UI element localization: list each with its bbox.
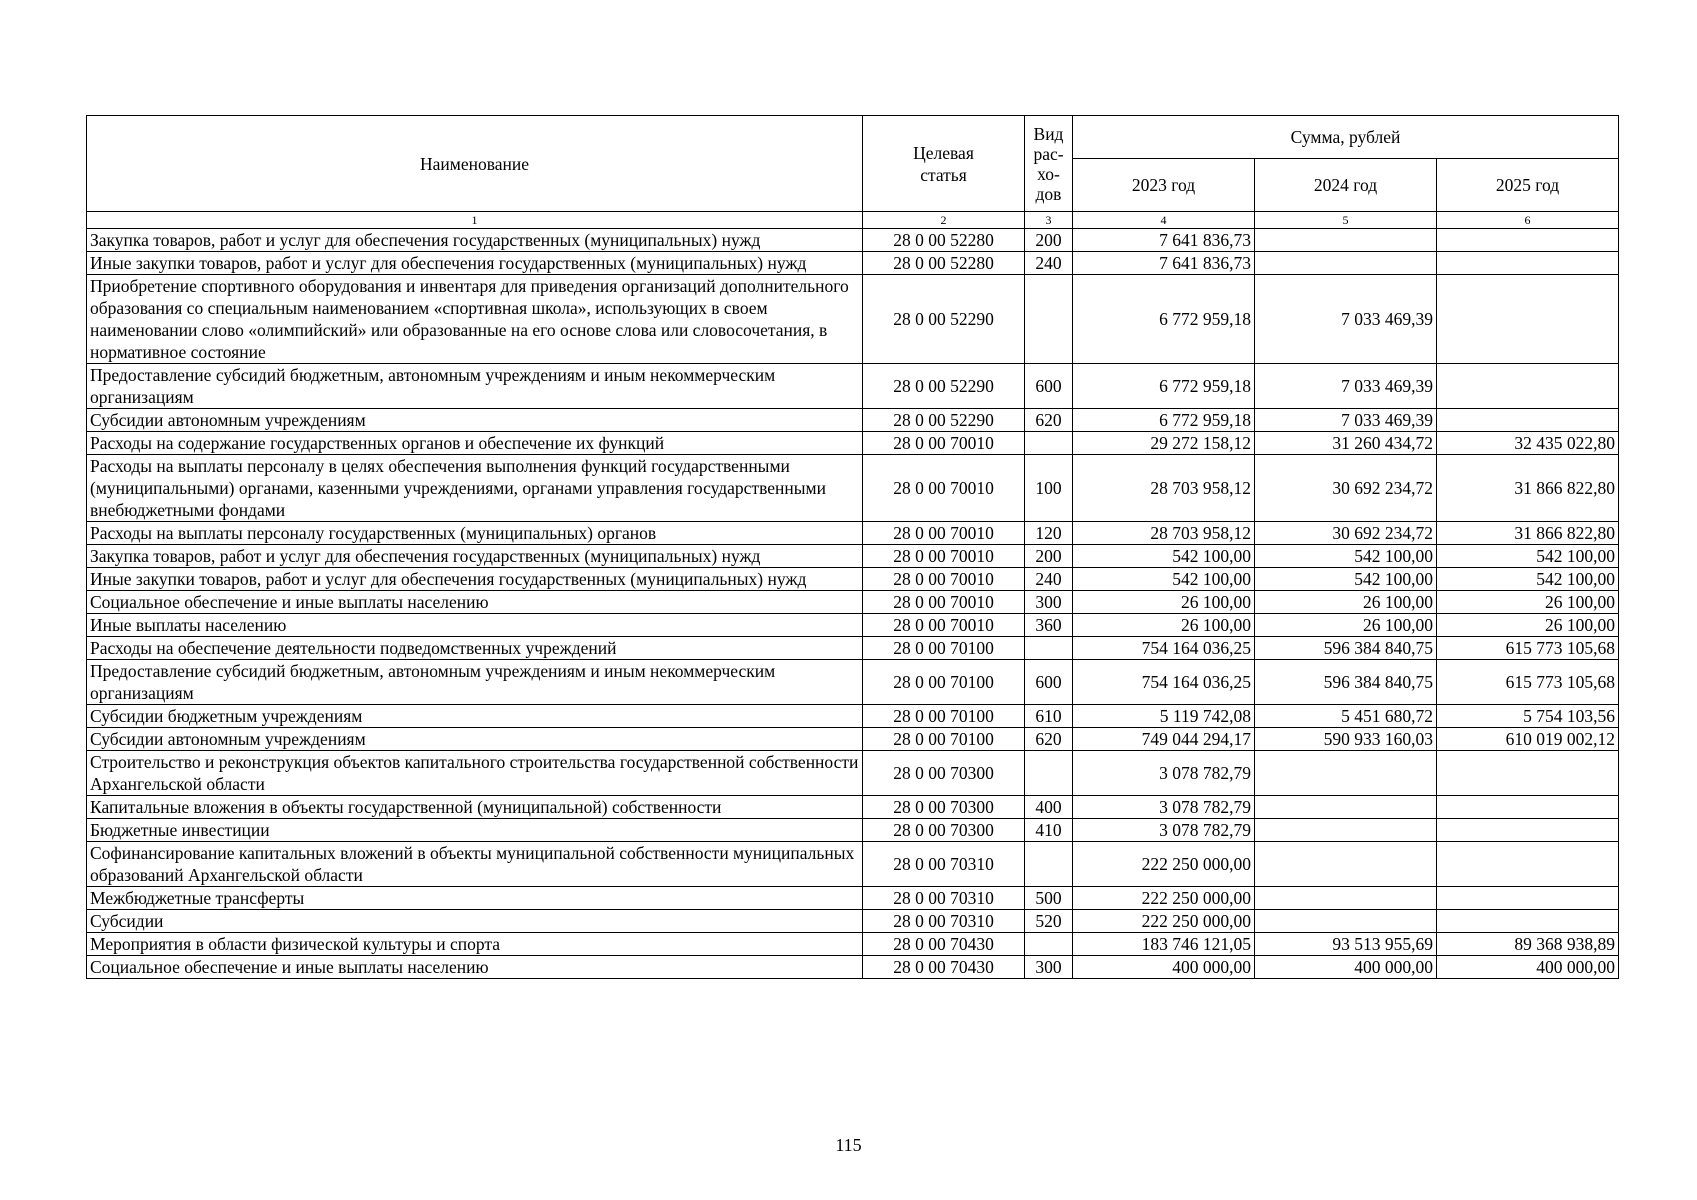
row-amount-2024 <box>1255 910 1437 933</box>
row-target-article: 28 0 00 70430 <box>863 956 1025 979</box>
row-amount-2025 <box>1437 796 1619 819</box>
row-expense-type: 620 <box>1025 409 1073 432</box>
row-amount-2023: 6 772 959,18 <box>1073 364 1255 409</box>
row-expense-type <box>1025 432 1073 455</box>
row-target-article: 28 0 00 70300 <box>863 819 1025 842</box>
row-amount-2024: 542 100,00 <box>1255 545 1437 568</box>
row-amount-2024: 5 451 680,72 <box>1255 705 1437 728</box>
row-amount-2025: 615 773 105,68 <box>1437 637 1619 660</box>
table-row <box>87 591 1619 614</box>
header-year-2023: 2023 год <box>1073 159 1255 212</box>
row-amount-2025 <box>1437 751 1619 796</box>
table-row <box>87 432 1619 455</box>
row-target-article: 28 0 00 52280 <box>863 229 1025 252</box>
row-target-article: 28 0 00 70310 <box>863 842 1025 887</box>
row-target-article: 28 0 00 70310 <box>863 887 1025 910</box>
row-target-article: 28 0 00 70010 <box>863 545 1025 568</box>
row-amount-2025 <box>1437 842 1619 887</box>
row-amount-2024 <box>1255 252 1437 275</box>
table-row <box>87 728 1619 751</box>
row-amount-2024 <box>1255 819 1437 842</box>
row-expense-type <box>1025 275 1073 364</box>
column-number: 3 <box>1025 212 1073 229</box>
row-target-article: 28 0 00 70010 <box>863 591 1025 614</box>
table-row <box>87 705 1619 728</box>
row-amount-2024: 596 384 840,75 <box>1255 637 1437 660</box>
row-target-article: 28 0 00 70010 <box>863 432 1025 455</box>
row-name: Иные выплаты населению <box>87 614 863 637</box>
row-expense-type <box>1025 933 1073 956</box>
table-row <box>87 933 1619 956</box>
budget-table-container <box>86 115 1618 979</box>
table-row <box>87 568 1619 591</box>
row-amount-2024 <box>1255 796 1437 819</box>
row-name: Предоставление субсидий бюджетным, автономным учреждениям и иным некоммерческим организациям <box>87 660 863 705</box>
row-amount-2025: 542 100,00 <box>1437 545 1619 568</box>
row-name: Закупка товаров, работ и услуг для обеспечения государственных (муниципальных) нужд <box>87 545 863 568</box>
row-expense-type <box>1025 637 1073 660</box>
table-row <box>87 229 1619 252</box>
row-amount-2023: 5 119 742,08 <box>1073 705 1255 728</box>
header-name: Наименование <box>87 116 863 212</box>
row-amount-2023: 754 164 036,25 <box>1073 660 1255 705</box>
table-row <box>87 637 1619 660</box>
header-vid-line2: рас- <box>1033 143 1064 164</box>
row-expense-type: 620 <box>1025 728 1073 751</box>
row-name: Расходы на выплаты персоналу в целях обеспечения выполнения функций государственными (муниципальными) органами, казенными учреждениями, органами управления государственными внебюджетными фондами <box>87 455 863 522</box>
row-expense-type: 100 <box>1025 455 1073 522</box>
column-number-row <box>87 212 1619 229</box>
row-amount-2023: 749 044 294,17 <box>1073 728 1255 751</box>
row-amount-2023: 28 703 958,12 <box>1073 455 1255 522</box>
column-number: 2 <box>863 212 1025 229</box>
row-amount-2025 <box>1437 910 1619 933</box>
table-row <box>87 819 1619 842</box>
row-name: Предоставление субсидий бюджетным, автономным учреждениям и иным некоммерческим организациям <box>87 364 863 409</box>
row-amount-2025 <box>1437 409 1619 432</box>
page-number: 115 <box>835 1135 862 1155</box>
row-target-article: 28 0 00 70010 <box>863 614 1025 637</box>
row-amount-2025: 89 368 938,89 <box>1437 933 1619 956</box>
row-target-article: 28 0 00 70310 <box>863 910 1025 933</box>
row-name: Софинансирование капитальных вложений в объекты муниципальной собственности муниципальных образований Архангельской области <box>87 842 863 887</box>
table-row <box>87 796 1619 819</box>
table-row <box>87 910 1619 933</box>
row-amount-2023: 7 641 836,73 <box>1073 229 1255 252</box>
table-row <box>87 956 1619 979</box>
row-amount-2023: 26 100,00 <box>1073 614 1255 637</box>
header-target-article <box>863 116 1025 212</box>
row-expense-type <box>1025 751 1073 796</box>
row-target-article: 28 0 00 70100 <box>863 637 1025 660</box>
row-amount-2024: 596 384 840,75 <box>1255 660 1437 705</box>
row-target-article: 28 0 00 70010 <box>863 455 1025 522</box>
table-row <box>87 364 1619 409</box>
row-amount-2025 <box>1437 229 1619 252</box>
row-name: Приобретение спортивного оборудования и инвентаря для приведения организаций дополнительного образования со специальным наименованием «спортивная школа», использующих в своем наименовании слово «олимпийский» или образованные на его основе слова или словосочетания, в нормативное состояние <box>87 275 863 364</box>
row-name: Субсидии бюджетным учреждениям <box>87 705 863 728</box>
row-amount-2024: 542 100,00 <box>1255 568 1437 591</box>
row-name: Социальное обеспечение и иные выплаты населению <box>87 591 863 614</box>
table-row <box>87 409 1619 432</box>
row-name: Закупка товаров, работ и услуг для обеспечения государственных (муниципальных) нужд <box>87 229 863 252</box>
header-target-line1: Целевая <box>913 142 974 163</box>
row-amount-2023: 29 272 158,12 <box>1073 432 1255 455</box>
row-amount-2025: 5 754 103,56 <box>1437 705 1619 728</box>
row-amount-2023: 28 703 958,12 <box>1073 522 1255 545</box>
row-amount-2023: 542 100,00 <box>1073 568 1255 591</box>
header-expense-type <box>1025 116 1073 212</box>
row-amount-2024 <box>1255 887 1437 910</box>
column-number: 1 <box>87 212 863 229</box>
row-amount-2025: 31 866 822,80 <box>1437 455 1619 522</box>
row-expense-type: 200 <box>1025 229 1073 252</box>
row-amount-2025 <box>1437 252 1619 275</box>
row-target-article: 28 0 00 70100 <box>863 705 1025 728</box>
table-row <box>87 252 1619 275</box>
row-amount-2023: 400 000,00 <box>1073 956 1255 979</box>
row-amount-2023: 222 250 000,00 <box>1073 842 1255 887</box>
budget-table <box>86 115 1619 979</box>
column-number: 4 <box>1073 212 1255 229</box>
row-amount-2023: 3 078 782,79 <box>1073 751 1255 796</box>
row-expense-type: 300 <box>1025 956 1073 979</box>
row-expense-type: 400 <box>1025 796 1073 819</box>
row-amount-2024: 31 260 434,72 <box>1255 432 1437 455</box>
row-expense-type: 500 <box>1025 887 1073 910</box>
row-amount-2025: 26 100,00 <box>1437 591 1619 614</box>
row-amount-2024: 7 033 469,39 <box>1255 364 1437 409</box>
row-name: Расходы на выплаты персоналу государственных (муниципальных) органов <box>87 522 863 545</box>
row-amount-2024: 30 692 234,72 <box>1255 522 1437 545</box>
row-amount-2023: 3 078 782,79 <box>1073 796 1255 819</box>
row-amount-2023: 6 772 959,18 <box>1073 409 1255 432</box>
row-amount-2023: 754 164 036,25 <box>1073 637 1255 660</box>
table-row <box>87 275 1619 364</box>
row-name: Расходы на обеспечение деятельности подведомственных учреждений <box>87 637 863 660</box>
row-target-article: 28 0 00 70100 <box>863 660 1025 705</box>
row-expense-type: 360 <box>1025 614 1073 637</box>
table-row <box>87 842 1619 887</box>
row-amount-2023: 542 100,00 <box>1073 545 1255 568</box>
row-amount-2024 <box>1255 229 1437 252</box>
table-header <box>87 116 1619 229</box>
row-amount-2023: 183 746 121,05 <box>1073 933 1255 956</box>
row-name: Расходы на содержание государственных органов и обеспечение их функций <box>87 432 863 455</box>
row-target-article: 28 0 00 70010 <box>863 522 1025 545</box>
row-amount-2023: 3 078 782,79 <box>1073 819 1255 842</box>
row-amount-2023: 222 250 000,00 <box>1073 887 1255 910</box>
row-target-article: 28 0 00 52290 <box>863 409 1025 432</box>
row-amount-2023: 222 250 000,00 <box>1073 910 1255 933</box>
table-row <box>87 887 1619 910</box>
row-expense-type: 300 <box>1025 591 1073 614</box>
table-row <box>87 614 1619 637</box>
row-amount-2025 <box>1437 275 1619 364</box>
row-target-article: 28 0 00 70300 <box>863 796 1025 819</box>
row-amount-2024: 26 100,00 <box>1255 614 1437 637</box>
row-amount-2025: 31 866 822,80 <box>1437 522 1619 545</box>
table-body <box>87 229 1619 979</box>
table-row <box>87 660 1619 705</box>
row-amount-2024: 26 100,00 <box>1255 591 1437 614</box>
header-vid-line3: хо- <box>1037 163 1060 184</box>
row-expense-type: 600 <box>1025 660 1073 705</box>
header-year-2024: 2024 год <box>1255 159 1437 212</box>
row-amount-2023: 6 772 959,18 <box>1073 275 1255 364</box>
header-sum: Сумма, рублей <box>1073 116 1619 159</box>
table-row <box>87 751 1619 796</box>
table-row <box>87 545 1619 568</box>
row-name: Субсидии <box>87 910 863 933</box>
column-number: 6 <box>1437 212 1619 229</box>
row-target-article: 28 0 00 70100 <box>863 728 1025 751</box>
row-amount-2025 <box>1437 887 1619 910</box>
row-target-article: 28 0 00 52280 <box>863 252 1025 275</box>
header-vid-line4: дов <box>1035 183 1062 204</box>
row-expense-type: 610 <box>1025 705 1073 728</box>
row-name: Субсидии автономным учреждениям <box>87 728 863 751</box>
header-vid-line1: Вид <box>1033 123 1064 144</box>
row-expense-type: 120 <box>1025 522 1073 545</box>
row-expense-type: 240 <box>1025 568 1073 591</box>
row-amount-2024: 7 033 469,39 <box>1255 275 1437 364</box>
column-number: 5 <box>1255 212 1437 229</box>
header-year-2025: 2025 год <box>1437 159 1619 212</box>
row-target-article: 28 0 00 52290 <box>863 364 1025 409</box>
row-name: Межбюджетные трансферты <box>87 887 863 910</box>
row-amount-2025: 610 019 002,12 <box>1437 728 1619 751</box>
row-name: Иные закупки товаров, работ и услуг для обеспечения государственных (муниципальных) нужд <box>87 252 863 275</box>
table-row <box>87 455 1619 522</box>
row-amount-2024 <box>1255 842 1437 887</box>
row-amount-2025 <box>1437 364 1619 409</box>
row-amount-2024: 93 513 955,69 <box>1255 933 1437 956</box>
row-name: Мероприятия в области физической культуры и спорта <box>87 933 863 956</box>
row-amount-2024: 30 692 234,72 <box>1255 455 1437 522</box>
row-target-article: 28 0 00 70010 <box>863 568 1025 591</box>
table-row <box>87 522 1619 545</box>
header-target-line2: статья <box>920 164 967 185</box>
row-amount-2024: 590 933 160,03 <box>1255 728 1437 751</box>
row-expense-type: 520 <box>1025 910 1073 933</box>
row-amount-2023: 7 641 836,73 <box>1073 252 1255 275</box>
row-expense-type: 200 <box>1025 545 1073 568</box>
row-amount-2025: 32 435 022,80 <box>1437 432 1619 455</box>
row-amount-2025: 615 773 105,68 <box>1437 660 1619 705</box>
row-name: Бюджетные инвестиции <box>87 819 863 842</box>
row-amount-2024 <box>1255 751 1437 796</box>
row-expense-type: 600 <box>1025 364 1073 409</box>
row-target-article: 28 0 00 52290 <box>863 275 1025 364</box>
row-amount-2024: 7 033 469,39 <box>1255 409 1437 432</box>
row-amount-2025 <box>1437 819 1619 842</box>
row-amount-2025: 400 000,00 <box>1437 956 1619 979</box>
row-expense-type: 410 <box>1025 819 1073 842</box>
row-name: Строительство и реконструкция объектов капитального строительства государственной собственности Архангельской области <box>87 751 863 796</box>
row-name: Социальное обеспечение и иные выплаты населению <box>87 956 863 979</box>
row-target-article: 28 0 00 70300 <box>863 751 1025 796</box>
row-amount-2025: 26 100,00 <box>1437 614 1619 637</box>
row-expense-type <box>1025 842 1073 887</box>
row-expense-type: 240 <box>1025 252 1073 275</box>
row-name: Капитальные вложения в объекты государственной (муниципальной) собственности <box>87 796 863 819</box>
row-target-article: 28 0 00 70430 <box>863 933 1025 956</box>
row-name: Иные закупки товаров, работ и услуг для обеспечения государственных (муниципальных) нужд <box>87 568 863 591</box>
row-name: Субсидии автономным учреждениям <box>87 409 863 432</box>
row-amount-2024: 400 000,00 <box>1255 956 1437 979</box>
row-amount-2025: 542 100,00 <box>1437 568 1619 591</box>
row-amount-2023: 26 100,00 <box>1073 591 1255 614</box>
